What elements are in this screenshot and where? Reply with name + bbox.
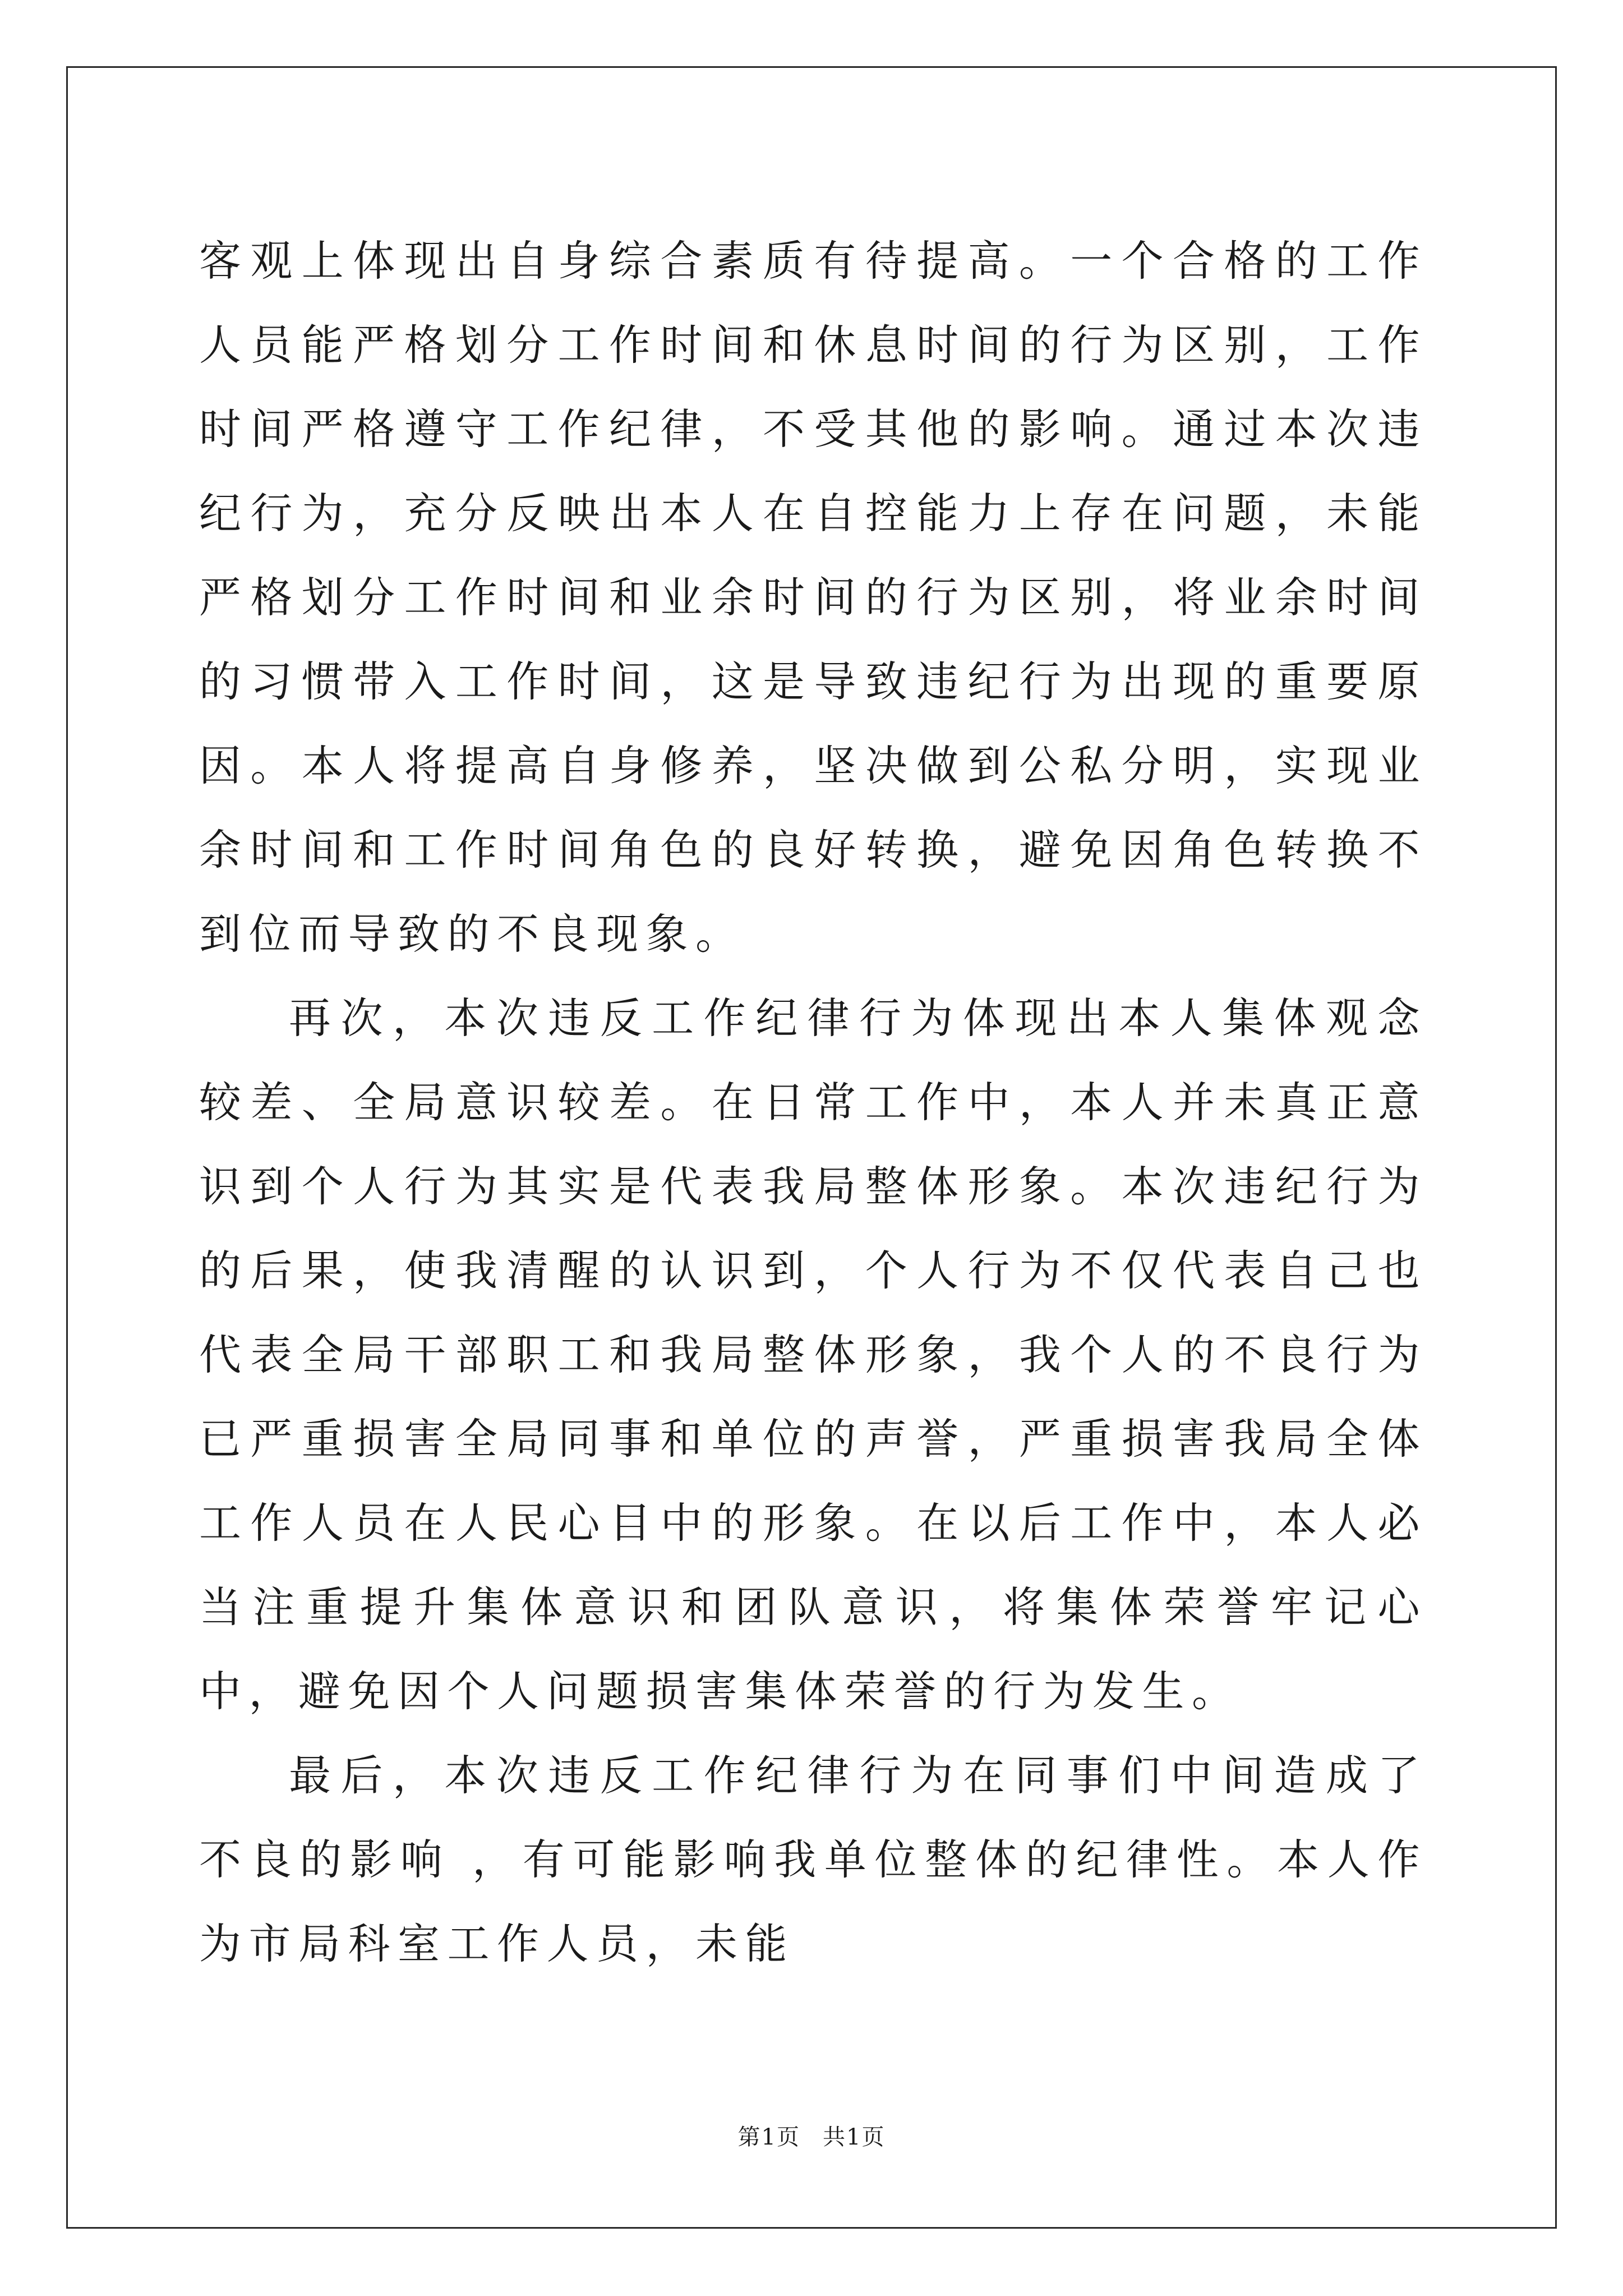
page-number-current: 第1页 [737, 2124, 800, 2150]
paragraph-2: 再次，本次违反工作纪律行为体现出本人集体观念较差、全局意识较差。在日常工作中，本人并未真正意识到个人行为其实是代表我局整体形象。本次违纪行为的后果，使我清醒的认识到，个人行为不仅代表自己也代表全局干部职工和我局整体形象，我个人的不良行为已严重损害全局同事和单位的声誉，严重损害我局全体工作人员在人民心目中的形象。在以后工作中，本人必当注重提升集体意识和团队意识，将集体荣誉牢记心中，避免因个人问题损害集体荣誉的行为发生。 [199, 993, 1427, 1716]
page-footer [0, 2120, 1623, 2154]
paragraph-1: 客观上体现出自身综合素质有待提高。一个合格的工作人员能严格划分工作时间和休息时间的行为区别，工作时间严格遵守工作纪律，不受其他的影响。通过本次违纪行为，充分反映出本人在自控能力上存在问题，未能严格划分工作时间和业余时间的行为区别，将业余时间的习惯带入工作时间，这是导致违纪行为出现的重要原因。本人将提高自身修养，坚决做到公私分明，实现业余时间和工作时间角色的良好转换，避免因角色转换不到位而导致的不良现象。 [199, 236, 1427, 959]
paragraph-3: 最后，本次违反工作纪律行为在同事们中间造成了不良的影响 ，有可能影响我单位整体的纪律性。本人作为市局科室工作人员，未能 [199, 1751, 1427, 1968]
document-body [199, 219, 1427, 1986]
page-number-total: 共1页 [823, 2124, 886, 2150]
